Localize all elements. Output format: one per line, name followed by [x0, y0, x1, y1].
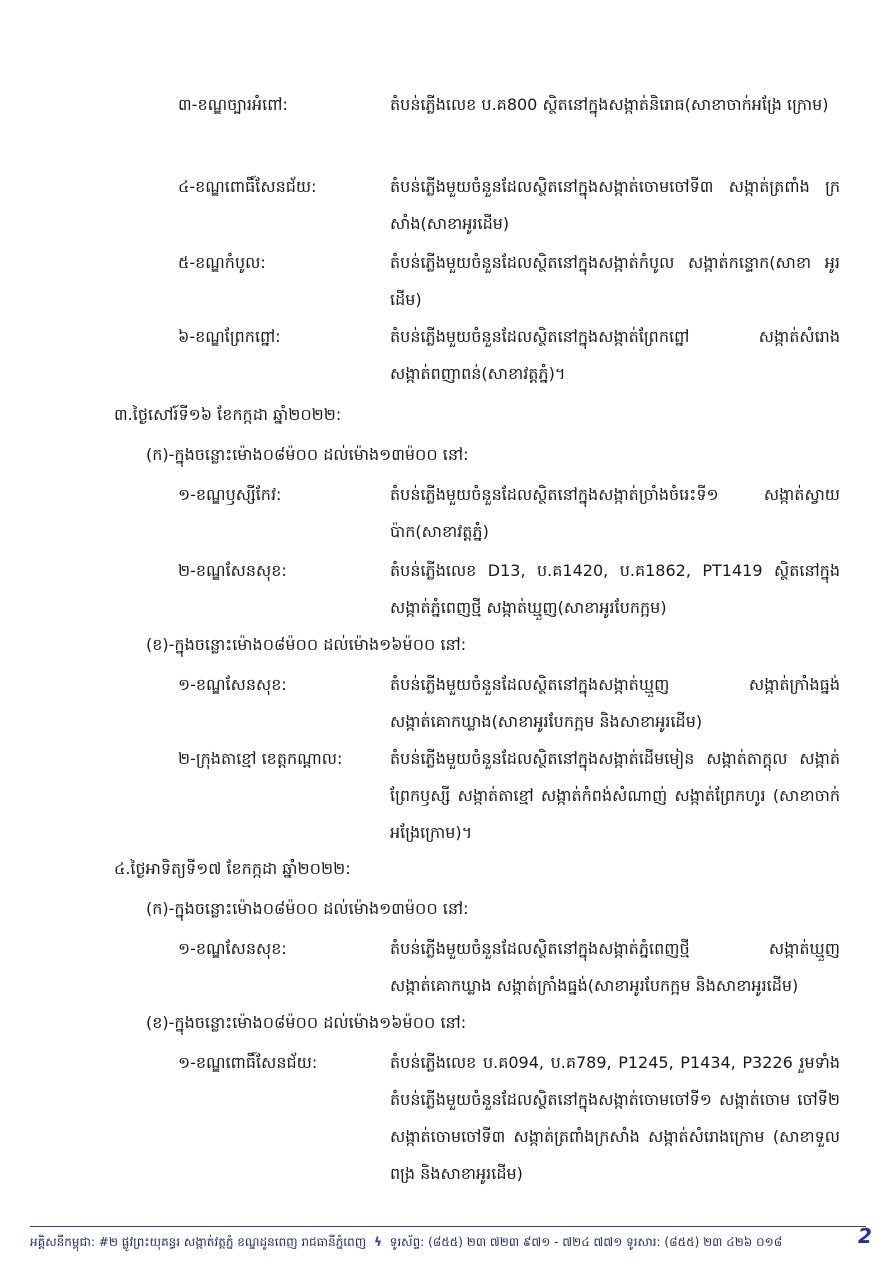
day-heading: ៤.ថ្ងៃអាទិត្យទី១៧ ខែកក្កដា ឆ្នាំ២០២២: [114, 859, 351, 878]
item-description: តំបន់ភ្លើងលេខ ប.គ800 ស្ថិតនៅក្នុងសង្កាត់និរោធ(សាខាចាក់អង្រែ ក្រោម) [390, 95, 829, 114]
item-description: តំបន់ភ្លើងមួយចំនួនដែលស្ថិតនៅក្នុងសង្កាត់ច្រាំងចំរេះទី១ សង្កាត់ស្វាយ ប៉ាក(សាខាវត្តភ្នំ) [390, 485, 840, 541]
item-label: ១-ខណ្ឌសែនសុខ: [178, 675, 287, 694]
footer [30, 1232, 866, 1252]
item-description: តំបន់ភ្លើងលេខ ប.គ094, ប.គ789, P1245, P1434, P3226 រួមទាំង តំបន់ភ្លើងមួយចំនួនដែលស្ថិតនៅក្នុងសង្កាត់ចោមចៅទី១ សង្កាត់ចោម ចៅទី២ សង្កាត់ចោមចៅទី៣ សង្កាត់ត្រពាំងក្រសាំង សង្កាត់សំរោងក្រោម (សាខាទួលពង្រ និងសាខាអូរដើម) [390, 1053, 840, 1183]
edc-logo-icon: ϟ [374, 1235, 382, 1249]
footer-address: អគ្គិសនីកម្ពុជា: #២ ផ្លូវព្រះយុគន្ធរ សង្កាត់វត្តភ្នំ ខណ្ឌដូនពេញ រាជធានីភ្នំពេញ [30, 1235, 367, 1249]
time-range-heading: (ក)-ក្នុងចន្លោះម៉ោង០៨ម៉០០ ដល់ម៉ោង១៣ម៉០០ នៅ: [146, 899, 469, 918]
item-label: ៤-ខណ្ឌពោធិ៍សែនជ័យ: [178, 177, 317, 196]
item-label: ២-ខណ្ឌសែនសុខ: [178, 561, 287, 580]
item-description: តំបន់ភ្លើងលេខ D13, ប.គ1420, ប.គ1862, PT1419 ស្ថិតនៅក្នុង សង្កាត់ភ្នំពេញថ្មី សង្កាត់ឃ្មួញ(សាខាអូរបែកក្អម) [390, 561, 840, 617]
item-label: ៣-ខណ្ឌច្បារអំពៅ: [178, 95, 288, 114]
item-label: ៦-ខណ្ឌព្រែកព្នៅ: [178, 327, 281, 346]
day-heading: ៣.ថ្ងៃសៅរ៍ទី១៦ ខែកក្កដា ឆ្នាំ២០២២: [114, 405, 342, 424]
footer-phone: ទូរស័ព្ទ: (៨៥៥) ២៣ ៧២៣ ៩៧១ - ៧២៤ ៧៧១ ទូរសារ: (៨៥៥) ២៣ ៤២៦ ០១៨ [389, 1235, 783, 1249]
item-description: តំបន់ភ្លើងមួយចំនួនដែលស្ថិតនៅក្នុងសង្កាត់ឃ្មួញ សង្កាត់ក្រាំងធ្នង់ សង្កាត់គោកឃ្លាង(សាខាអូរបែកក្អម និងសាខាអូរដើម) [390, 675, 840, 731]
item-label: ២-ក្រុងតាខ្មៅ ខេត្តកណ្ដាល: [178, 749, 343, 768]
item-description: តំបន់ភ្លើងមួយចំនួនដែលស្ថិតនៅក្នុងសង្កាត់ដើមមៀន សង្កាត់តាក្ដុល សង្កាត់ព្រែកឫស្សី សង្កាត់តាខ្មៅ សង្កាត់កំពង់សំណាញ់ សង្កាត់ព្រែកហូរ (សាខាចាក់អង្រែក្រោម)។ [390, 749, 840, 842]
page-number: 2 [858, 1224, 872, 1248]
item-description: តំបន់ភ្លើងមួយចំនួនដែលស្ថិតនៅក្នុងសង្កាត់ចោមចៅទី៣ សង្កាត់ត្រពាំង ក្រសាំង(សាខាអូរដើម) [390, 177, 840, 233]
item-description: តំបន់ភ្លើងមួយចំនួនដែលស្ថិតនៅក្នុងសង្កាត់កំបូល សង្កាត់កន្ទោក(សាខា អូរដើម) [390, 253, 840, 309]
item-label: ១-ខណ្ឌឫស្សីកែវ: [178, 485, 282, 504]
item-label: ៥-ខណ្ឌកំបូល: [178, 253, 266, 272]
item-label: ១-ខណ្ឌពោធិ៍សែនជ័យ: [178, 1053, 318, 1072]
item-description: តំបន់ភ្លើងមួយចំនួនដែលស្ថិតនៅក្នុងសង្កាត់ព្រែកព្នៅ សង្កាត់សំរោង សង្កាត់ពញាពន់(សាខាវត្តភ្នំ)។ [390, 327, 840, 383]
time-range-heading: (ខ)-ក្នុងចន្លោះម៉ោង០៨ម៉០០ ដល់ម៉ោង១៦ម៉០០ នៅ: [146, 1013, 467, 1032]
footer-divider [30, 1226, 866, 1227]
time-range-heading: (ក)-ក្នុងចន្លោះម៉ោង០៨ម៉០០ ដល់ម៉ោង១៣ម៉០០ នៅ: [146, 445, 469, 464]
time-range-heading: (ខ)-ក្នុងចន្លោះម៉ោង០៨ម៉០០ ដល់ម៉ោង១៦ម៉០០ នៅ: [146, 635, 467, 654]
item-label: ១-ខណ្ឌសែនសុខ: [178, 939, 287, 958]
item-description: តំបន់ភ្លើងមួយចំនួនដែលស្ថិតនៅក្នុងសង្កាត់ភ្នំពេញថ្មី សង្កាត់ឃ្មួញ សង្កាត់គោកឃ្លាង សង្កាត់ក្រាំងធ្នង់(សាខាអូរបែកក្អម និងសាខាអូរដើម) [390, 939, 840, 995]
